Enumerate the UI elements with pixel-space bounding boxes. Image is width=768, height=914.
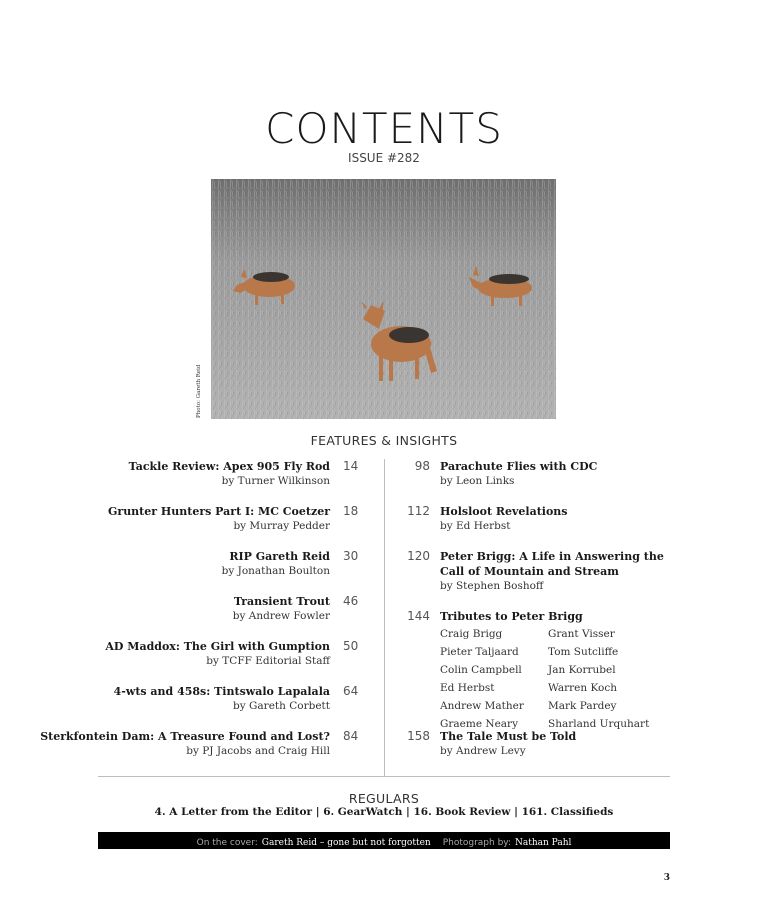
article-title-line-1: Peter Brigg: A Life in Answering the — [440, 550, 664, 563]
photographer-name: Nathan Pahl — [515, 838, 572, 848]
tribute-name: Colin Campbell — [440, 664, 522, 676]
article-author: by Ed Herbst — [440, 520, 511, 532]
article-author: by Gareth Corbett — [233, 700, 330, 712]
tribute-name: Jan Korrubel — [548, 664, 616, 676]
page-ref: 64 — [343, 684, 359, 698]
article-title: Tackle Review: Apex 905 Fly Rod — [128, 460, 330, 473]
tribute-name: Warren Koch — [548, 682, 618, 694]
tribute-name: Pieter Taljaard — [440, 646, 519, 658]
toc-entry[interactable] — [222, 549, 330, 579]
article-title: Grunter Hunters Part I: MC Coetzer — [108, 505, 330, 518]
photo-by-label: Photograph by: — [442, 838, 511, 848]
toc-entry[interactable] — [105, 639, 330, 669]
tribute-name: Andrew Mather — [440, 700, 524, 712]
toc-entry[interactable] — [440, 609, 583, 624]
toc-entry[interactable] — [129, 459, 330, 489]
article-author: by Andrew Levy — [440, 745, 526, 757]
page-ref: 46 — [343, 594, 359, 608]
page-ref: 98 — [414, 459, 430, 473]
page-ref: 18 — [343, 504, 359, 518]
article-author: by Turner Wilkinson — [221, 475, 330, 487]
toc-entry[interactable] — [233, 594, 330, 624]
toc-entry[interactable] — [114, 684, 330, 714]
page-title: CONTENTS — [265, 104, 503, 153]
article-title: Sterkfontein Dam: A Treasure Found and Lost? — [40, 730, 330, 743]
toc-entry[interactable] — [108, 504, 330, 534]
article-title-line-2: Call of Mountain and Stream — [440, 565, 619, 578]
tribute-name: Sharland Urquhart — [548, 718, 650, 730]
page-ref: 14 — [343, 459, 359, 473]
toc-entry[interactable] — [40, 729, 330, 759]
page-number: 3 — [663, 873, 670, 883]
cover-label: On the cover: — [196, 838, 258, 848]
page-ref: 50 — [343, 639, 359, 653]
tribute-names — [440, 624, 660, 732]
tribute-name: Graeme Neary — [440, 718, 519, 730]
article-author: by Murray Pedder — [233, 520, 330, 532]
article-author: by Stephen Boshoff — [440, 580, 544, 592]
page-ref: 112 — [407, 504, 430, 518]
page-ref: 84 — [343, 729, 359, 743]
column-divider — [384, 459, 385, 776]
toc-entry[interactable] — [440, 729, 576, 759]
tribute-name: Craig Brigg — [440, 628, 503, 640]
article-title: RIP Gareth Reid — [229, 550, 330, 563]
tribute-name: Grant Visser — [548, 628, 615, 640]
regulars-list: 4. A Letter from the Editor | 6. GearWatch | 16. Book Review | 161. Classifieds — [154, 806, 614, 818]
cover-text: Gareth Reid – gone but not forgotten — [261, 838, 431, 848]
cover-photo — [211, 179, 556, 419]
cover-caption-bar — [98, 832, 670, 849]
article-title: Holsloot Revelations — [440, 505, 568, 518]
article-author: by Andrew Fowler — [232, 610, 330, 622]
toc-entry[interactable] — [440, 459, 597, 489]
tribute-name: Mark Pardey — [548, 700, 617, 712]
article-title: AD Maddox: The Girl with Gumption — [105, 640, 330, 653]
regulars-heading: REGULARS — [348, 791, 420, 806]
article-title: Parachute Flies with CDC — [440, 460, 598, 473]
photo-credit: Photo: Gareth Reid — [196, 364, 202, 418]
article-title: Tributes to Peter Brigg — [440, 610, 583, 623]
page-ref: 158 — [407, 729, 430, 743]
issue-number: ISSUE #282 — [348, 151, 420, 165]
article-title: 4-wts and 458s: Tintswalo Lapalala — [113, 685, 330, 698]
article-title: Transient Trout — [233, 595, 330, 608]
jackals-image — [211, 179, 556, 419]
article-author: by TCFF Editorial Staff — [206, 655, 330, 667]
article-author: by Jonathan Boulton — [221, 565, 330, 577]
page-ref: 30 — [343, 549, 359, 563]
features-heading: FEATURES & INSIGHTS — [310, 433, 458, 448]
tribute-name: Tom Sutcliffe — [548, 646, 619, 658]
toc-entry[interactable] — [440, 504, 568, 534]
article-title: The Tale Must be Told — [440, 730, 577, 743]
article-author: by Leon Links — [440, 475, 515, 487]
tribute-name: Ed Herbst — [440, 682, 495, 694]
toc-entry[interactable] — [440, 549, 664, 594]
page-ref: 120 — [407, 549, 430, 563]
page-ref: 144 — [407, 609, 430, 623]
section-divider — [98, 776, 670, 777]
article-author: by PJ Jacobs and Craig Hill — [186, 745, 330, 757]
